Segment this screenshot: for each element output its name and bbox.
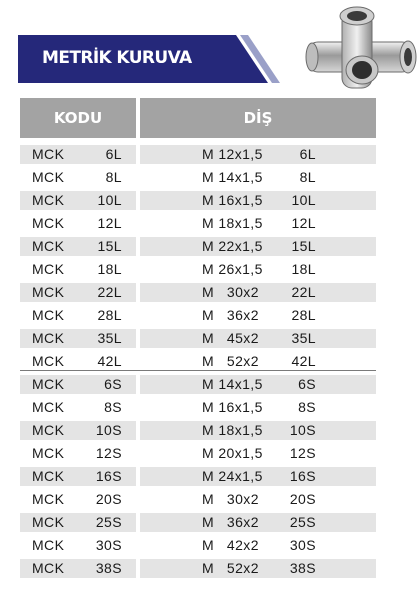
dis-cell (140, 421, 376, 440)
code-size: 10S (95, 422, 122, 438)
code-size: 28L (97, 307, 122, 323)
dis-cell (140, 260, 376, 279)
table-row (20, 557, 376, 580)
dis-cell (140, 306, 376, 325)
dis-cell (140, 444, 376, 463)
code-prefix: MCK (32, 330, 65, 346)
fitting-left-port (306, 43, 318, 71)
code-size: 6L (105, 146, 122, 162)
kodu-cell (20, 306, 136, 325)
thread-spec: M 30x2 (202, 491, 259, 507)
code-prefix: MCK (32, 491, 65, 507)
thread-size: 30S (289, 537, 316, 553)
dis-cell (140, 329, 376, 348)
thread-size: 12L (291, 215, 316, 231)
thread-spec: M 52x2 (202, 560, 259, 576)
thread-size: 8L (299, 169, 316, 185)
thread-spec: M 26x1,5 (202, 261, 263, 277)
kodu-cell (20, 490, 136, 509)
kodu-cell (20, 329, 136, 348)
kodu-cell (20, 444, 136, 463)
thread-size: 10S (289, 422, 316, 438)
table-row (20, 442, 376, 465)
code-prefix: MCK (32, 169, 65, 185)
thread-size: 10L (291, 192, 316, 208)
table-body (20, 143, 376, 580)
thread-size: 22L (291, 284, 316, 300)
thread-size: 6S (298, 376, 316, 392)
group-divider (20, 370, 376, 371)
table-row (20, 511, 376, 534)
table-row (20, 143, 376, 166)
thread-spec: M 42x2 (202, 537, 259, 553)
dis-cell (140, 536, 376, 555)
fitting-front-bore (352, 61, 372, 79)
thread-spec: M 45x2 (202, 330, 259, 346)
column-header-kodu (20, 98, 136, 138)
code-prefix: MCK (32, 468, 65, 484)
code-prefix: MCK (32, 514, 65, 530)
thread-size: 16S (289, 468, 316, 484)
code-prefix: MCK (32, 422, 65, 438)
code-size: 38S (95, 560, 122, 576)
code-size: 16S (95, 468, 122, 484)
dis-cell (140, 467, 376, 486)
thread-spec: M 30x2 (202, 284, 259, 300)
kodu-cell (20, 421, 136, 440)
code-prefix: MCK (32, 261, 65, 277)
table-row (20, 465, 376, 488)
code-prefix: MCK (32, 192, 65, 208)
thread-size: 20S (289, 491, 316, 507)
table-row (20, 373, 376, 396)
code-prefix: MCK (32, 146, 65, 162)
code-prefix: MCK (32, 376, 65, 392)
thread-size: 15L (291, 238, 316, 254)
table-row (20, 166, 376, 189)
kodu-cell (20, 283, 136, 302)
kodu-cell (20, 214, 136, 233)
thread-spec: M 16x1,5 (202, 192, 263, 208)
thread-spec: M 16x1,5 (202, 399, 263, 415)
thread-spec: M 14x1,5 (202, 376, 263, 392)
code-prefix: MCK (32, 537, 65, 553)
dis-cell (140, 352, 376, 371)
dis-cell (140, 191, 376, 210)
fitting-top-bore (347, 11, 367, 21)
table-row (20, 281, 376, 304)
code-prefix: MCK (32, 307, 65, 323)
code-size: 12S (95, 445, 122, 461)
dis-cell (140, 559, 376, 578)
dis-cell (140, 145, 376, 164)
table-row (20, 488, 376, 511)
table-row (20, 258, 376, 281)
kodu-cell (20, 559, 136, 578)
code-prefix: MCK (32, 284, 65, 300)
dis-cell (140, 513, 376, 532)
kodu-cell (20, 260, 136, 279)
dis-cell (140, 398, 376, 417)
thread-spec: M 22x1,5 (202, 238, 263, 254)
dis-cell (140, 375, 376, 394)
dis-cell (140, 490, 376, 509)
code-size: 15L (97, 238, 122, 254)
code-prefix: MCK (32, 560, 65, 576)
code-size: 25S (95, 514, 122, 530)
code-size: 8L (105, 169, 122, 185)
thread-size: 8S (298, 399, 316, 415)
code-size: 12L (97, 215, 122, 231)
kodu-cell (20, 237, 136, 256)
table-row (20, 304, 376, 327)
thread-size: 12S (289, 445, 316, 461)
thread-spec: M 18x1,5 (202, 422, 263, 438)
kodu-cell (20, 168, 136, 187)
kodu-cell (20, 191, 136, 210)
thread-spec: M 18x1,5 (202, 215, 263, 231)
table-row (20, 396, 376, 419)
kodu-cell (20, 513, 136, 532)
code-prefix: MCK (32, 399, 65, 415)
page-title: METRİK KURUVA (42, 48, 192, 68)
thread-spec: M 24x1,5 (202, 468, 263, 484)
table-row (20, 235, 376, 258)
kodu-cell (20, 398, 136, 417)
code-size: 42L (97, 353, 122, 369)
column-header-dis (140, 98, 376, 138)
code-size: 6S (104, 376, 122, 392)
dis-cell (140, 283, 376, 302)
dis-cell (140, 214, 376, 233)
thread-spec: M 52x2 (202, 353, 259, 369)
column-header-kodu-label: KODU (53, 109, 103, 127)
thread-size: 18L (291, 261, 316, 277)
kodu-cell (20, 375, 136, 394)
thread-spec: M 14x1,5 (202, 169, 263, 185)
table-row (20, 327, 376, 350)
kodu-cell (20, 145, 136, 164)
thread-size: 38S (289, 560, 316, 576)
thread-spec: M 12x1,5 (202, 146, 263, 162)
dis-cell (140, 168, 376, 187)
thread-spec: M 36x2 (202, 307, 259, 323)
kodu-cell (20, 467, 136, 486)
code-size: 30S (95, 537, 122, 553)
title-banner (18, 35, 280, 83)
code-size: 22L (97, 284, 122, 300)
code-size: 10L (97, 192, 122, 208)
thread-size: 42L (291, 353, 316, 369)
table-row (20, 212, 376, 235)
table-row (20, 189, 376, 212)
code-size: 35L (97, 330, 122, 346)
kodu-cell (20, 352, 136, 371)
fitting-right-bore (404, 48, 412, 66)
code-prefix: MCK (32, 215, 65, 231)
table-row (20, 419, 376, 442)
code-prefix: MCK (32, 238, 65, 254)
thread-spec: M 36x2 (202, 514, 259, 530)
cross-fitting-image (302, 2, 418, 94)
kodu-cell (20, 536, 136, 555)
thread-size: 35L (291, 330, 316, 346)
dis-cell (140, 237, 376, 256)
code-size: 8S (104, 399, 122, 415)
code-prefix: MCK (32, 353, 65, 369)
thread-size: 28L (291, 307, 316, 323)
column-header-dis-label: DİŞ (243, 109, 273, 127)
thread-size: 25S (289, 514, 316, 530)
code-prefix: MCK (32, 445, 65, 461)
thread-spec: M 20x1,5 (202, 445, 263, 461)
table-row (20, 534, 376, 557)
thread-size: 6L (299, 146, 316, 162)
code-size: 20S (95, 491, 122, 507)
code-size: 18L (97, 261, 122, 277)
